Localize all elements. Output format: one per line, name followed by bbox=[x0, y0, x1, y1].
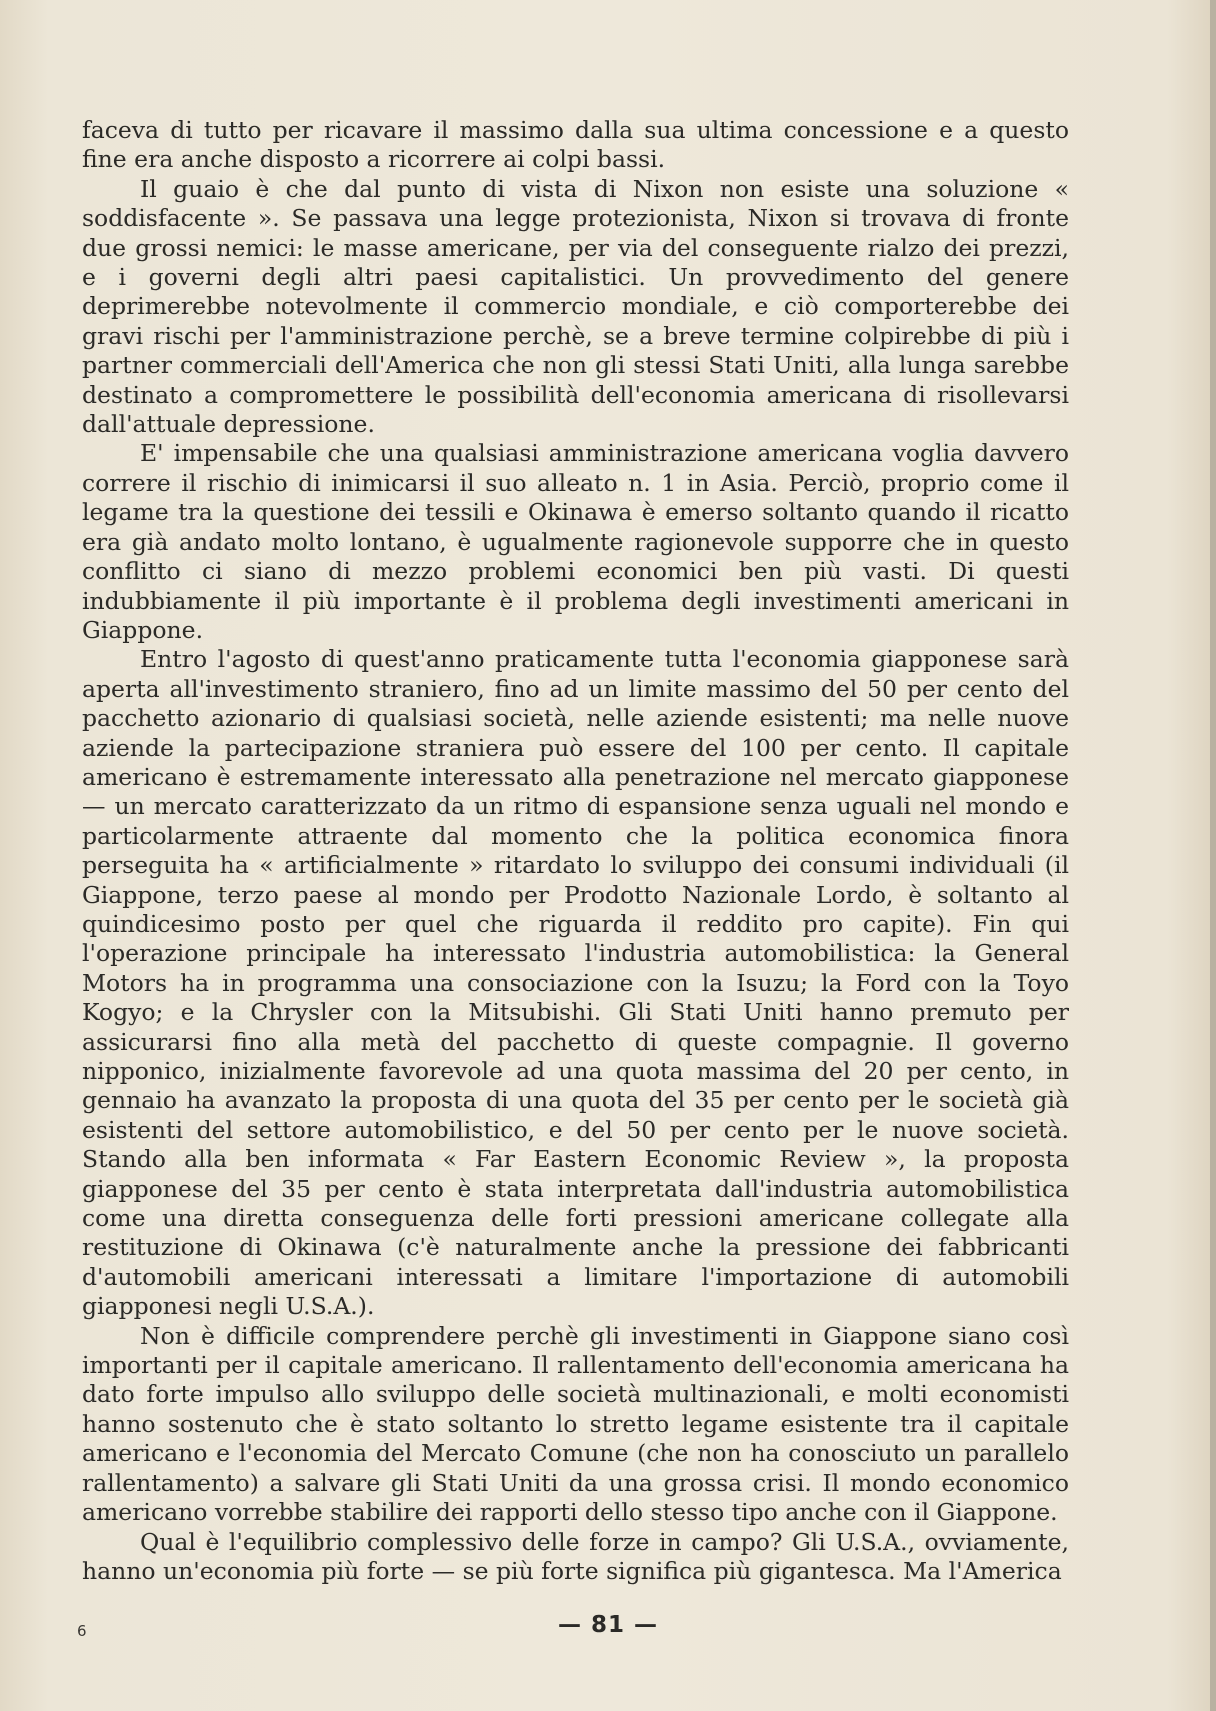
paragraph-4: Entro l'agosto di quest'anno praticamente tutta l'economia giapponese sarà aperta all'investimento straniero, fino ad un limite massimo del 50 per cento del pacchetto azionario di qualsiasi società, nelle aziende esistenti; ma nelle nuove aziende la partecipazione straniera può essere del 100 per cento. Il capitale americano è estremamente interessato alla penetrazione nel mercato giapponese — un mercato caratterizzato da un ritmo di espansione senza uguali nel mondo e particolarmente attraente dal momento che la politica economica finora perseguita ha « artificialmente » ritardato lo sviluppo dei consumi individuali (il Giappone, terzo paese al mondo per Prodotto Nazionale Lordo, è soltanto al quindicesimo posto per quel che riguarda il reddito pro capite). Fin qui l'operazione principale ha interessato l'industria automobilistica: la General Motors ha in programma una consociazione con la Isuzu; la Ford con la Toyo Kogyo; e la Chrysler con la Mitsubishi. Gli Stati Uniti hanno premuto per assicurarsi fino alla metà del pacchetto di queste compagnie. Il governo nipponico, inizialmente favorevole ad una quota massima del 20 per cento, in gennaio ha avanzato la proposta di una quota del 35 per cento per le società già esistenti del settore automobilistico, e del 50 per cento per le nuove società. Stando alla ben informata « Far Eastern Economic Review », la proposta giapponese del 35 per cento è stata interpretata dall'industria automobilistica come una diretta conseguenza delle forti pressioni americane collegate alla restituzione di Okinawa (c'è naturalmente anche la pressione dei fabbricanti d'automobili americani interessati a limitare l'importazione di automobili giapponesi negli U.S.A.). bbox=[82, 645, 1069, 1321]
page-number: — 81 — bbox=[557, 1612, 659, 1638]
paragraph-3: E' impensabile che una qualsiasi amministrazione americana voglia davvero correre il rischio di inimicarsi il suo alleato n. 1 in Asia. Perciò, proprio come il legame tra la questione dei tessili e Okinawa è emerso soltanto quando il ricatto era già andato molto lontano, è ugualmente ragionevole supporre che in questo conflitto ci siano di mezzo problemi economici ben più vasti. Di questi indubbiamente il più importante è il problema degli investimenti americani in Giappone. bbox=[82, 439, 1069, 644]
paragraph-2: Il guaio è che dal punto di vista di Nixon non esiste una soluzione « soddisfacente ». Se passava una legge protezionista, Nixon si trovava di fronte due grossi nemici: le masse americane, per via del conseguente rialzo dei prezzi, e i governi degli altri paesi capitalistici. Un provvedimento del genere deprimerebbe notevolmente il commercio mondiale, e ciò comporterebbe dei gravi rischi per l'amministrazione perchè, se a breve termine colpirebbe di più i partner commerciali dell'America che non gli stessi Stati Uniti, alla lunga sarebbe destinato a compromettere le possibilità dell'economia americana di risollevarsi dall'attuale depressione. bbox=[82, 174, 1069, 439]
signature-mark: 6 bbox=[77, 1622, 87, 1640]
paragraph-6: Qual è l'equilibrio complessivo delle forze in campo? Gli U.S.A., ovviamente, hanno un'economia più forte — se più forte significa più gigantesca. Ma l'America bbox=[82, 1527, 1069, 1585]
page-edge bbox=[1210, 0, 1216, 1711]
body-text bbox=[82, 116, 1069, 1586]
paragraph-5: Non è difficile comprendere perchè gli investimenti in Giappone siano così importanti per il capitale americano. Il rallentamento dell'economia americana ha dato forte impulso allo sviluppo delle società multinazionali, e molti economisti hanno sostenuto che è stato soltanto lo stretto legame esistente tra il capitale americano e l'economia del Mercato Comune (che non ha conosciuto un parallelo rallentamento) a salvare gli Stati Uniti da una grossa crisi. Il mondo economico americano vorrebbe stabilire dei rapporti dello stesso tipo anche con il Giappone. bbox=[82, 1321, 1069, 1527]
paragraph-1: faceva di tutto per ricavare il massimo dalla sua ultima concessione e a questo fine era anche disposto a ricorrere ai colpi bassi. bbox=[82, 116, 1069, 174]
